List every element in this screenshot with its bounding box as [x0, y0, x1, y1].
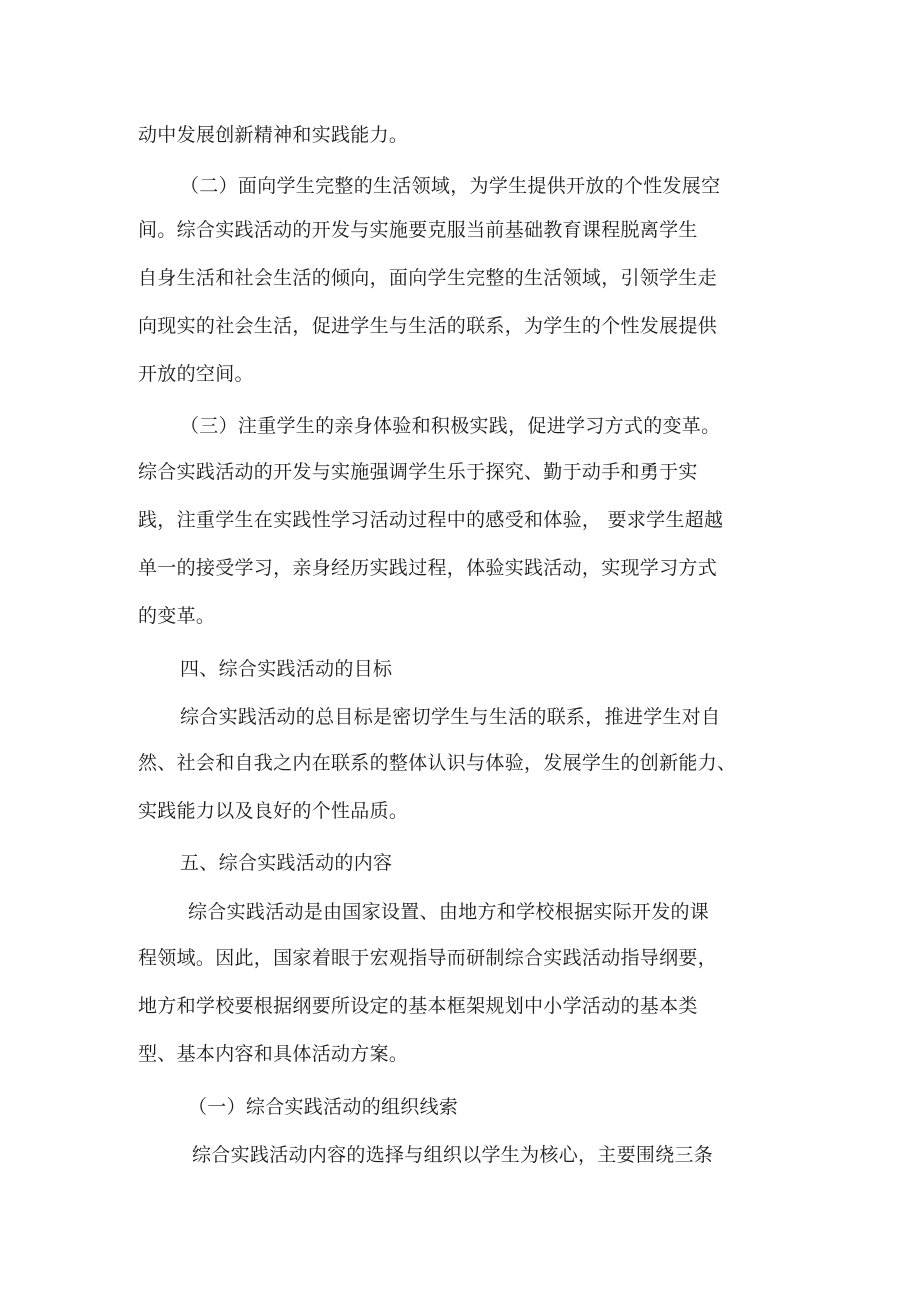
text-line: 综合实践活动是由国家设置、由地方和学校根据实际开发的课: [188, 901, 710, 923]
text-line: 自身生活和社会生活的倾向，面向学生完整的生活领域，引领学生走: [138, 267, 718, 289]
text-line: 向现实的社会生活，促进学生与生活的联系，为学生的个性发展提供: [138, 315, 718, 337]
text-line: 综合实践活动的开发与实施强调学生乐于探究、勤于动手和勇于实: [138, 461, 698, 483]
text-line: 然、社会和自我之内在联系的整体认识与体验，发展学生的创新能力、: [138, 752, 737, 774]
section-heading: 四、综合实践活动的目标: [180, 658, 393, 680]
text-line: 地方和学校要根据纲要所设定的基本框架规划中小学活动的基本类: [138, 995, 698, 1017]
text-line: 综合实践活动的总目标是密切学生与生活的联系，推进学生对自: [180, 706, 721, 728]
text-line: 型、基本内容和具体活动方案。: [138, 1043, 409, 1065]
section-heading: （三）注重学生的亲身体验和积极实践，促进学习方式的变革。: [180, 415, 721, 437]
text-line: 程领域。因此，国家着眼于宏观指导而研制综合实践活动指导纲要，: [138, 947, 718, 969]
text-line: 间。综合实践活动的开发与实施要克服当前基础教育课程脱离学生: [138, 219, 698, 241]
text-line: 实践能力以及良好的个性品质。: [138, 800, 409, 822]
text-line: 动中发展创新精神和实践能力。: [138, 124, 409, 146]
section-heading: （二）面向学生完整的生活领域，为学生提供开放的个性发展空: [180, 175, 721, 197]
text-line: 单一的接受学习，亲身经历实践过程，体验实践活动，实现学习方式: [138, 557, 718, 579]
section-heading: （一）综合实践活动的组织线索: [188, 1096, 459, 1118]
text-line: 践，注重学生在实践性学习活动过程中的感受和体验， 要求学生超越: [138, 509, 724, 531]
text-line: 综合实践活动内容的选择与组织以学生为核心，主要围绕三条: [192, 1144, 714, 1166]
section-heading: 五、综合实践活动的内容: [180, 852, 393, 874]
text-line: 开放的空间。: [138, 363, 254, 385]
text-line: 的变革。: [138, 605, 216, 627]
